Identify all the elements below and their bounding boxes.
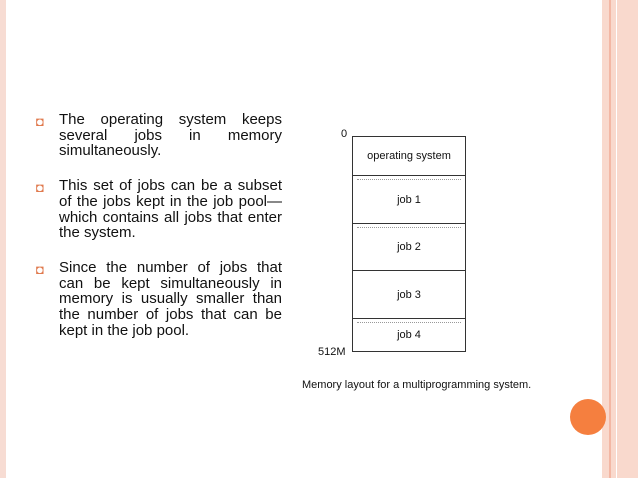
- square-bullet-icon: ◘: [36, 114, 44, 129]
- memory-top-label: 0: [341, 128, 348, 140]
- memory-box: [352, 136, 466, 352]
- bullet-item: [36, 178, 282, 241]
- segment-dotted-line: [357, 322, 461, 323]
- bullet-item: [36, 112, 282, 159]
- memory-segment-os: [353, 137, 465, 176]
- right-decor-line: [609, 0, 611, 478]
- right-decor-band: [602, 0, 638, 478]
- square-bullet-icon: ◘: [36, 261, 44, 277]
- segment-label: operating system: [367, 150, 451, 162]
- left-border-rule: [0, 0, 6, 478]
- right-decor-line-inner: [616, 0, 617, 478]
- diagram-caption: Memory layout for a multiprogramming system.: [302, 379, 532, 391]
- segment-dotted-line: [357, 227, 461, 228]
- segment-label: job 3: [397, 288, 421, 301]
- bullet-list: [36, 112, 282, 357]
- square-bullet-icon: ◘: [36, 180, 44, 196]
- bullet-text: The operating system keeps several jobs in memory simultaneously.: [59, 111, 282, 160]
- segment-dotted-line: [357, 179, 461, 180]
- segment-label: job 2: [397, 241, 421, 253]
- bullet-text: Since the number of jobs that can be kept simultaneously in memory is usually smaller than the number of jobs that can be kept in the job pool.: [59, 258, 282, 339]
- bullet-text: This set of jobs can be a subset of the jobs kept in the job pool—which contains all jobs that enter the system.: [59, 177, 282, 242]
- segment-label: job 1: [397, 193, 421, 206]
- segment-label: job 4: [397, 329, 421, 341]
- memory-segment-job2: [353, 224, 465, 271]
- memory-segment-job4: [353, 319, 465, 351]
- memory-segment-job1: [353, 176, 465, 224]
- memory-segment-job3: [353, 271, 465, 319]
- memory-bottom-label: 512M: [318, 346, 346, 358]
- decor-circle: [570, 399, 606, 435]
- bullet-item: [36, 260, 282, 339]
